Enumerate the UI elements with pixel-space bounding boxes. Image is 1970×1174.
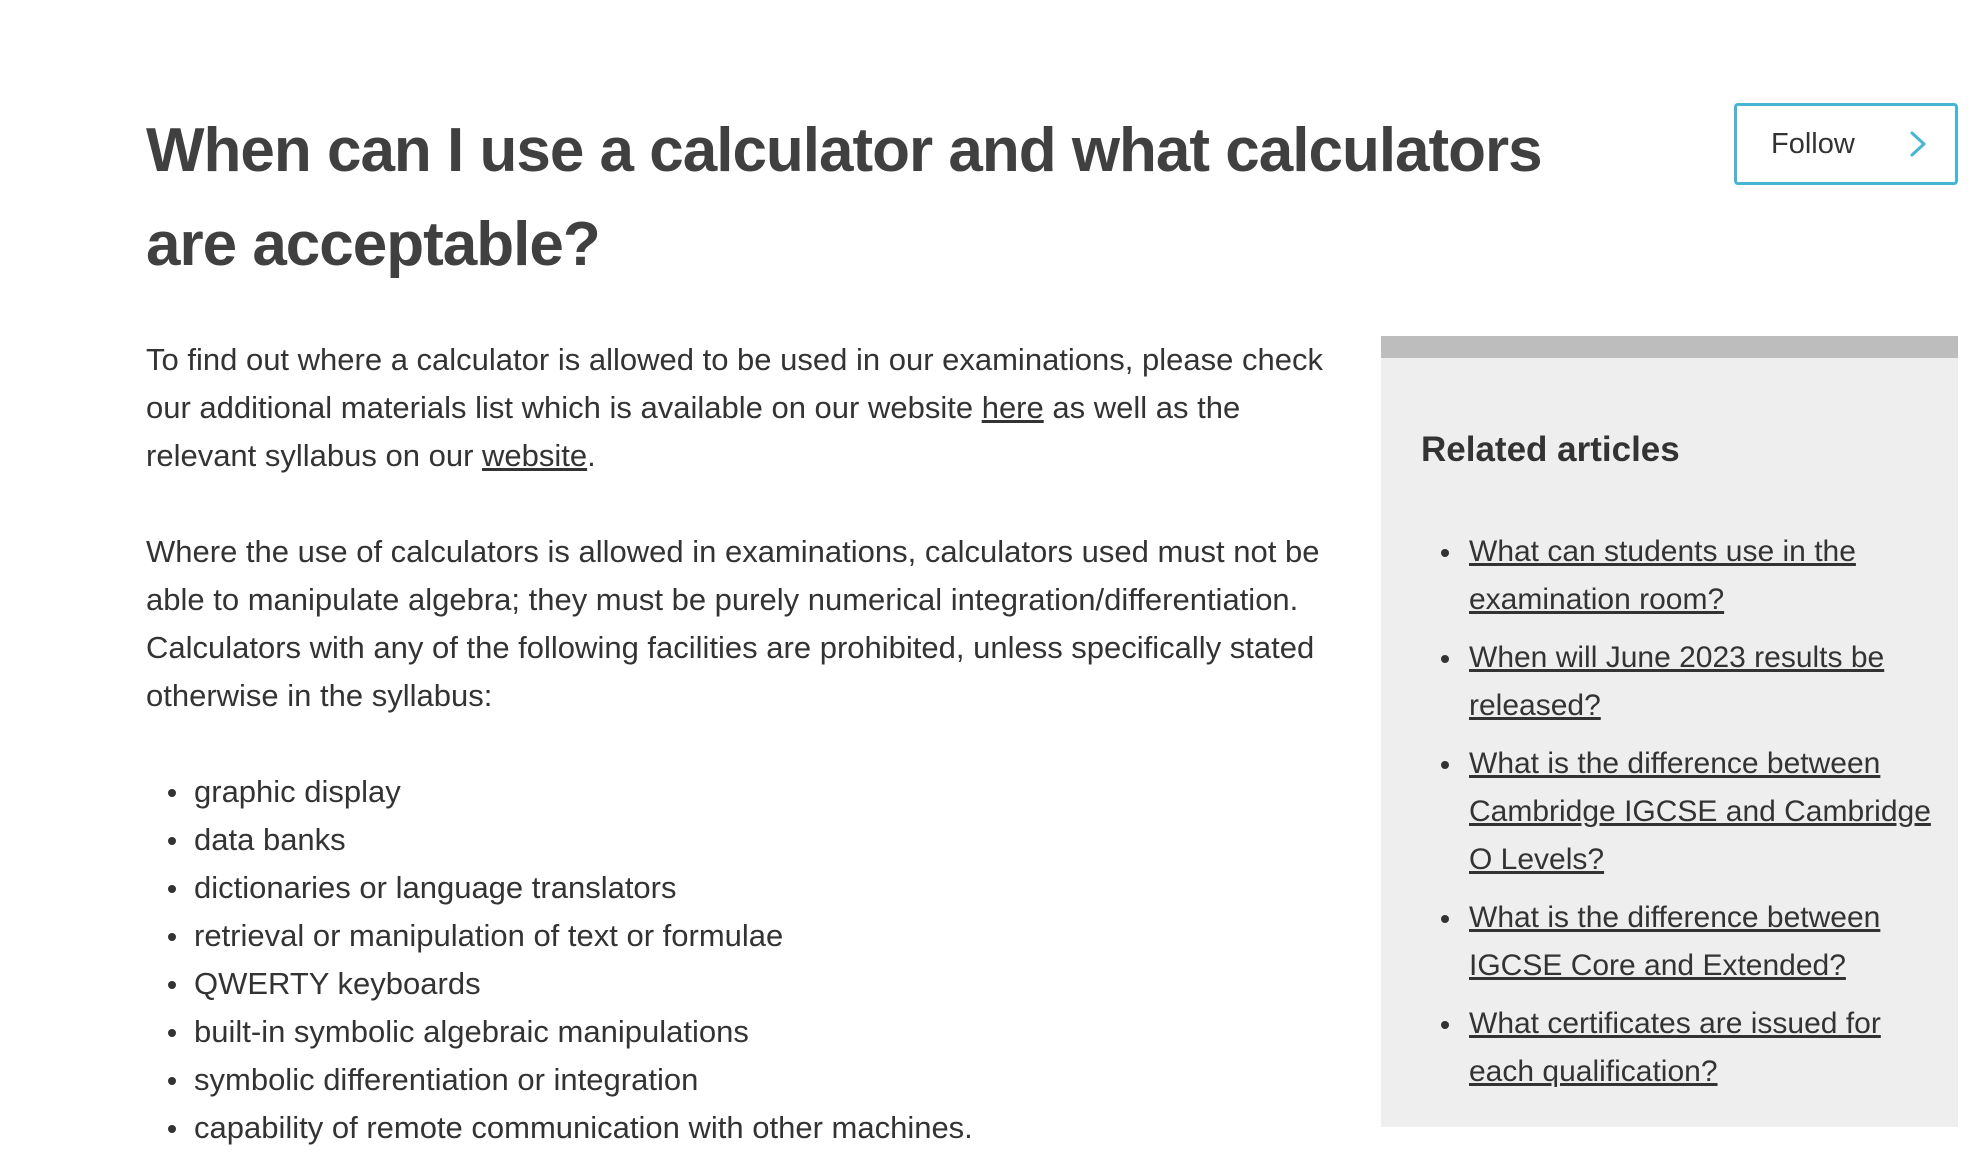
list-item: graphic display xyxy=(146,768,1346,816)
follow-label: Follow xyxy=(1771,127,1855,160)
related-article-link[interactable]: When will June 2023 results be released? xyxy=(1469,641,1885,722)
here-link[interactable]: here xyxy=(981,390,1044,425)
related-article-link[interactable]: What can students use in the examination room? xyxy=(1469,535,1856,616)
prohibited-features-list xyxy=(146,768,1346,1152)
website-link[interactable]: website xyxy=(482,438,588,473)
related-article-item xyxy=(1421,528,1941,624)
related-article-item xyxy=(1421,634,1941,730)
article-body xyxy=(146,336,1346,1152)
related-articles-heading: Related articles xyxy=(1421,430,1680,469)
list-item: retrieval or manipulation of text or formulae xyxy=(146,912,1346,960)
related-article-link[interactable]: What is the difference between Cambridge IGCSE and Cambridge O Levels? xyxy=(1469,747,1931,876)
list-item: capability of remote communication with other machines. xyxy=(146,1104,1346,1152)
list-item: data banks xyxy=(146,816,1346,864)
intro-paragraph: To find out where a calculator is allowed to be used in our examinations, please check our additional materials list which is available on our website here as well as the relevant syllabus on our website. xyxy=(146,342,1323,473)
related-article-item xyxy=(1421,1000,1941,1096)
list-item: symbolic differentiation or integration xyxy=(146,1056,1346,1104)
related-articles-panel xyxy=(1381,336,1958,1127)
list-item: QWERTY keyboards xyxy=(146,960,1346,1008)
follow-button[interactable] xyxy=(1734,103,1958,185)
related-article-item xyxy=(1421,894,1941,990)
calculator-rules-paragraph: Where the use of calculators is allowed in examinations, calculators used must not be able to manipulate algebra; they must be purely numerical integration/differentiation. Calculators with any of the following facilities are prohibited, unless specifically stated otherwise in the syllabus: xyxy=(146,534,1320,713)
related-articles-list xyxy=(1421,528,1941,1106)
chevron-right-icon xyxy=(1901,128,1933,160)
list-item: built-in symbolic algebraic manipulations xyxy=(146,1008,1346,1056)
page-title: When can I use a calculator and what calculators are acceptable? xyxy=(146,116,1542,279)
related-article-item xyxy=(1421,740,1941,884)
related-article-link[interactable]: What is the difference between IGCSE Core and Extended? xyxy=(1469,901,1881,982)
related-article-link[interactable]: What certificates are issued for each qualification? xyxy=(1469,1007,1881,1088)
list-item: dictionaries or language translators xyxy=(146,864,1346,912)
